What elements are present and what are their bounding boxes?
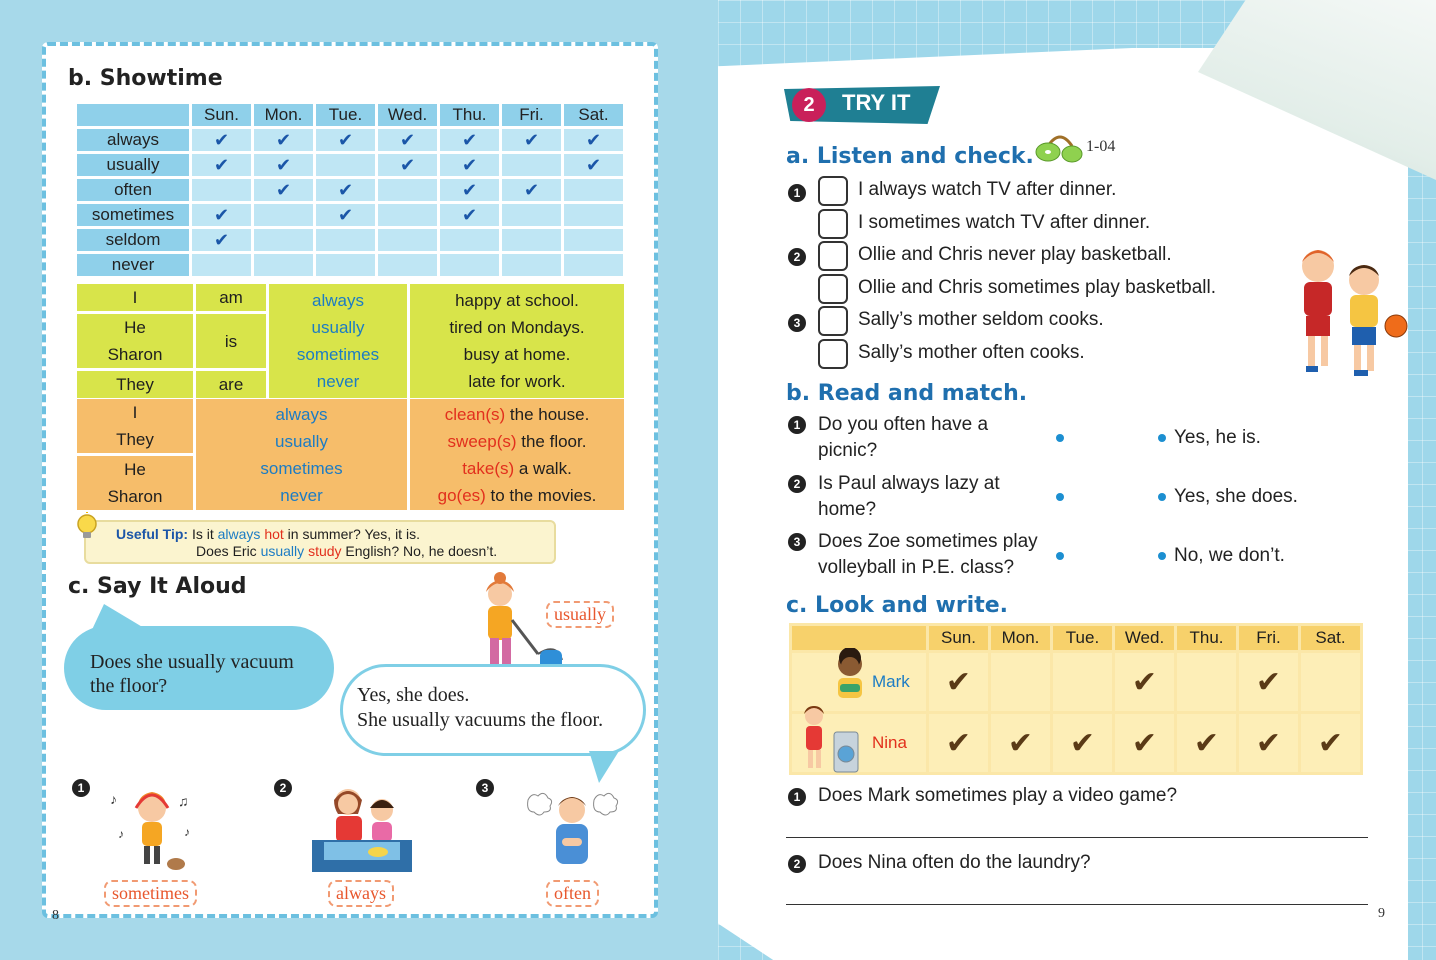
question-bubble — [64, 626, 334, 710]
day-header: Fri. — [1239, 626, 1298, 650]
answer-checkbox[interactable] — [818, 274, 848, 304]
verb-rest: the floor. — [516, 431, 587, 451]
day-header: Tue. — [1053, 626, 1112, 650]
verb-cell: is — [196, 314, 266, 368]
item-number: 1 — [788, 184, 806, 202]
week-header-row — [792, 626, 1360, 650]
check-mark: ✔ — [192, 154, 251, 176]
day-header: Sat. — [564, 104, 623, 126]
tip-text: in summer? Yes, it is. — [283, 526, 420, 542]
adverb: sometimes — [296, 345, 380, 364]
bubble-line: Yes, she does. — [357, 684, 470, 706]
check-mark: ✔ — [440, 129, 499, 151]
person-name: Mark — [792, 653, 926, 711]
check-mark: ✔ — [440, 179, 499, 201]
frequency-word: always — [77, 129, 189, 151]
frequency-header-row — [77, 104, 623, 126]
empty-cell — [991, 653, 1050, 711]
item-number: 2 — [788, 855, 806, 873]
answer-line[interactable] — [786, 904, 1368, 905]
empty-cell — [192, 179, 251, 201]
answer-checkbox[interactable] — [818, 339, 848, 369]
listen-item-text: Sally’s mother seldom cooks. — [858, 309, 1104, 330]
day-header: Sun. — [192, 104, 251, 126]
day-header: Thu. — [1177, 626, 1236, 650]
verb: clean(s) — [444, 404, 506, 424]
complement: happy at school. — [455, 291, 579, 310]
empty-cell — [564, 204, 623, 226]
person-row — [792, 653, 1360, 711]
bubble-line: Does she usually vacuum — [90, 651, 294, 673]
day-header: Fri. — [502, 104, 561, 126]
subject: They — [116, 430, 154, 449]
match-dot-left[interactable] — [1056, 552, 1064, 560]
match-question-line: Does Zoe sometimes play — [818, 531, 1038, 552]
item-number: 1 — [788, 416, 806, 434]
bubble-line: She usually vacuums the floor. — [357, 709, 604, 731]
table-row — [77, 284, 624, 311]
lightbulb-icon — [74, 512, 100, 542]
tip-label: Useful Tip: — [116, 526, 189, 542]
complement-cell — [410, 284, 624, 398]
check-mark: ✔ — [1239, 714, 1298, 772]
frequency-word: never — [77, 254, 189, 276]
empty-cell — [378, 204, 437, 226]
subject-cell — [77, 399, 193, 453]
empty-cell — [1177, 653, 1236, 711]
day-header: Tue. — [316, 104, 375, 126]
empty-cell — [378, 179, 437, 201]
empty-cell — [316, 229, 375, 251]
check-mark: ✔ — [254, 179, 313, 201]
listen-item-text: I sometimes watch TV after dinner. — [858, 212, 1151, 233]
check-mark: ✔ — [254, 154, 313, 176]
check-mark: ✔ — [316, 204, 375, 226]
match-answer: Yes, he is. — [1174, 427, 1261, 448]
subject: He — [124, 460, 146, 479]
empty-cell — [316, 254, 375, 276]
answer-checkbox[interactable] — [818, 176, 848, 206]
verb: sweep(s) — [447, 431, 517, 451]
listen-check-title: a. Listen and check. — [786, 144, 1034, 169]
check-mark: ✔ — [192, 229, 251, 251]
be-verb-table — [74, 281, 627, 401]
write-question: Does Mark sometimes play a video game? — [818, 785, 1178, 806]
tip-word: study — [308, 543, 342, 559]
check-mark: ✔ — [316, 179, 375, 201]
svg-text:♫: ♫ — [178, 793, 189, 809]
adverb-cell — [196, 399, 407, 510]
check-mark: ✔ — [192, 204, 251, 226]
empty-cell — [564, 229, 623, 251]
nina-avatar — [796, 702, 862, 774]
match-question-line: home? — [818, 499, 877, 520]
check-mark: ✔ — [378, 154, 437, 176]
match-question — [818, 471, 1058, 523]
frequency-word: seldom — [77, 229, 189, 251]
useful-tip — [84, 520, 556, 564]
frequency-row — [77, 229, 623, 251]
tip-text: English? No, he doesn’t. — [341, 543, 498, 559]
empty-cell — [316, 154, 375, 176]
adverb: usually — [275, 431, 328, 451]
match-dot-right[interactable] — [1158, 552, 1166, 560]
empty-cell — [1301, 653, 1360, 711]
check-mark: ✔ — [316, 129, 375, 151]
answer-checkbox[interactable] — [818, 209, 848, 239]
verb: go(es) — [437, 485, 486, 505]
day-header: Sat. — [1301, 626, 1360, 650]
empty-cell — [502, 154, 561, 176]
tip-text: Does Eric — [196, 543, 261, 559]
frequency-body — [77, 129, 623, 276]
frequency-corner — [77, 104, 189, 126]
try-it-label: TRY IT — [842, 90, 911, 115]
check-mark: ✔ — [502, 179, 561, 201]
adverb: usually — [311, 318, 365, 337]
empty-cell — [502, 254, 561, 276]
complement: late for work. — [468, 372, 566, 391]
match-question-line: Is Paul always lazy at — [818, 473, 1000, 494]
svg-text:♪: ♪ — [110, 791, 117, 807]
write-question: Does Nina often do the laundry? — [818, 852, 1091, 873]
try-it-number: 2 — [792, 88, 826, 122]
tip-adverb: always — [217, 526, 261, 542]
empty-cell — [564, 254, 623, 276]
empty-cell — [440, 229, 499, 251]
week-corner — [792, 626, 926, 650]
day-header: Wed. — [1115, 626, 1174, 650]
verb-cell: are — [196, 371, 266, 398]
tip-line-2 — [116, 543, 554, 560]
weekly-activity-table — [789, 623, 1363, 775]
subject: He — [124, 318, 146, 337]
item-number: 3 — [476, 779, 494, 797]
word-tag-always: always — [328, 880, 394, 907]
girl-listening-music-illustration — [106, 784, 198, 874]
person-row — [792, 714, 1360, 772]
check-mark: ✔ — [378, 129, 437, 151]
say-it-aloud-title: c. Say It Aloud — [68, 574, 247, 599]
tip-text: Is it — [188, 526, 218, 542]
empty-cell — [254, 229, 313, 251]
empty-cell — [564, 179, 623, 201]
item-number: 1 — [788, 788, 806, 806]
read-match-title: b. Read and match. — [786, 381, 1028, 406]
check-mark: ✔ — [564, 154, 623, 176]
item-number: 3 — [788, 314, 806, 332]
page-number: 8 — [52, 908, 59, 923]
match-answer: No, we don’t. — [1174, 545, 1285, 566]
empty-cell — [502, 204, 561, 226]
check-mark: ✔ — [1301, 714, 1360, 772]
page-number: 9 — [1378, 906, 1385, 921]
check-mark: ✔ — [1177, 714, 1236, 772]
listen-item-text: I always watch TV after dinner. — [858, 179, 1117, 200]
empty-cell — [254, 204, 313, 226]
listen-item-text: Ollie and Chris never play basketball. — [858, 244, 1172, 265]
adverb: never — [280, 485, 323, 505]
audio-track-number: 1-04 — [1086, 138, 1116, 155]
answer-line[interactable] — [786, 837, 1368, 838]
match-dot-right[interactable] — [1158, 434, 1166, 442]
item-number: 3 — [788, 533, 806, 551]
bubble-tail — [589, 751, 619, 783]
complement: busy at home. — [463, 345, 571, 364]
match-question — [818, 529, 1058, 581]
frequency-row — [77, 154, 623, 176]
verb-phrase — [410, 455, 624, 482]
look-write-title: c. Look and write. — [786, 593, 1009, 618]
check-mark: ✔ — [929, 714, 988, 772]
svg-text:♪: ♪ — [118, 827, 124, 841]
check-mark: ✔ — [1053, 714, 1112, 772]
frequency-row — [77, 129, 623, 151]
check-mark: ✔ — [192, 129, 251, 151]
verb: take(s) — [462, 458, 515, 478]
match-answer: Yes, she does. — [1174, 486, 1298, 507]
match-dot-left[interactable] — [1056, 434, 1064, 442]
tip-line-1 — [116, 526, 554, 543]
subject-cell — [77, 314, 193, 368]
empty-cell — [502, 229, 561, 251]
day-header: Sun. — [929, 626, 988, 650]
tip-adverb: usually — [260, 543, 305, 559]
verb-phrase — [410, 401, 624, 428]
day-header: Thu. — [440, 104, 499, 126]
frequency-row — [77, 254, 623, 276]
subject: Sharon — [107, 487, 163, 506]
match-dot-right[interactable] — [1158, 493, 1166, 501]
adverb: never — [316, 372, 360, 391]
adverb: sometimes — [260, 458, 343, 478]
match-question — [818, 412, 1058, 464]
boys-basketball-illustration — [1278, 244, 1418, 380]
subject-cell: I — [77, 284, 193, 311]
empty-cell — [378, 254, 437, 276]
bubble-line: the floor? — [90, 675, 168, 697]
check-mark: ✔ — [440, 204, 499, 226]
check-mark: ✔ — [929, 653, 988, 711]
item-number: 2 — [788, 248, 806, 266]
frequency-row — [77, 179, 623, 201]
frequency-row — [77, 204, 623, 226]
verb-rest: a walk. — [514, 458, 572, 478]
check-mark: ✔ — [1115, 714, 1174, 772]
check-mark: ✔ — [991, 714, 1050, 772]
empty-cell — [378, 229, 437, 251]
frequency-word: usually — [77, 154, 189, 176]
check-mark: ✔ — [1239, 653, 1298, 711]
word-tag-sometimes: sometimes — [104, 880, 197, 907]
tip-word: hot — [264, 526, 284, 542]
item-number: 2 — [788, 475, 806, 493]
check-mark: ✔ — [1115, 653, 1174, 711]
day-header: Mon. — [991, 626, 1050, 650]
match-dot-left[interactable] — [1056, 493, 1064, 501]
frequency-word: sometimes — [77, 204, 189, 226]
answer-checkbox[interactable] — [818, 306, 848, 336]
subject-cell — [77, 456, 193, 510]
verb-phrase — [410, 428, 624, 455]
item-number: 2 — [274, 779, 292, 797]
listen-item-text: Sally’s mother often cooks. — [858, 342, 1085, 363]
check-mark: ✔ — [254, 129, 313, 151]
audio-cd-icon — [1034, 132, 1086, 166]
empty-cell — [192, 254, 251, 276]
subject: I — [132, 403, 138, 422]
check-mark: ✔ — [440, 154, 499, 176]
verb-phrase-cell — [410, 399, 624, 510]
match-question-line: volleyball in P.E. class? — [818, 557, 1015, 578]
action-verb-table — [74, 396, 627, 513]
adverb-cell — [269, 284, 407, 398]
subject-cell: They — [77, 371, 193, 398]
svg-text:♪: ♪ — [184, 825, 190, 839]
week-body — [792, 653, 1360, 772]
adverb: always — [275, 404, 328, 424]
word-tag-often: often — [546, 880, 599, 907]
item-number: 1 — [72, 779, 90, 797]
check-mark: ✔ — [564, 129, 623, 151]
verb-cell: am — [196, 284, 266, 311]
frequency-table — [74, 101, 626, 279]
word-tag-usually: usually — [546, 601, 614, 628]
verb-rest: to the movies. — [485, 485, 597, 505]
match-question-line: picnic? — [818, 440, 878, 461]
empty-cell — [1053, 653, 1112, 711]
adverb: always — [312, 291, 364, 310]
listen-item-text: Ollie and Chris sometimes play basketball. — [858, 277, 1216, 298]
frequency-word: often — [77, 179, 189, 201]
boy-thinking-illustration — [522, 786, 622, 876]
empty-cell — [254, 254, 313, 276]
person-name: Nina — [792, 714, 926, 772]
subject: Sharon — [107, 345, 163, 364]
verb-rest: the house. — [505, 404, 590, 424]
answer-bubble — [340, 664, 646, 756]
complement: tired on Mondays. — [449, 318, 585, 337]
day-header: Wed. — [378, 104, 437, 126]
empty-cell — [440, 254, 499, 276]
verb-phrase — [410, 482, 624, 509]
match-question-line: Do you often have a — [818, 414, 989, 435]
washing-dishes-illustration — [312, 780, 412, 872]
showtime-title: b. Showtime — [68, 66, 223, 91]
answer-checkbox[interactable] — [818, 241, 848, 271]
table-row — [77, 399, 624, 453]
mark-avatar — [828, 648, 872, 704]
check-mark: ✔ — [502, 129, 561, 151]
day-header: Mon. — [254, 104, 313, 126]
